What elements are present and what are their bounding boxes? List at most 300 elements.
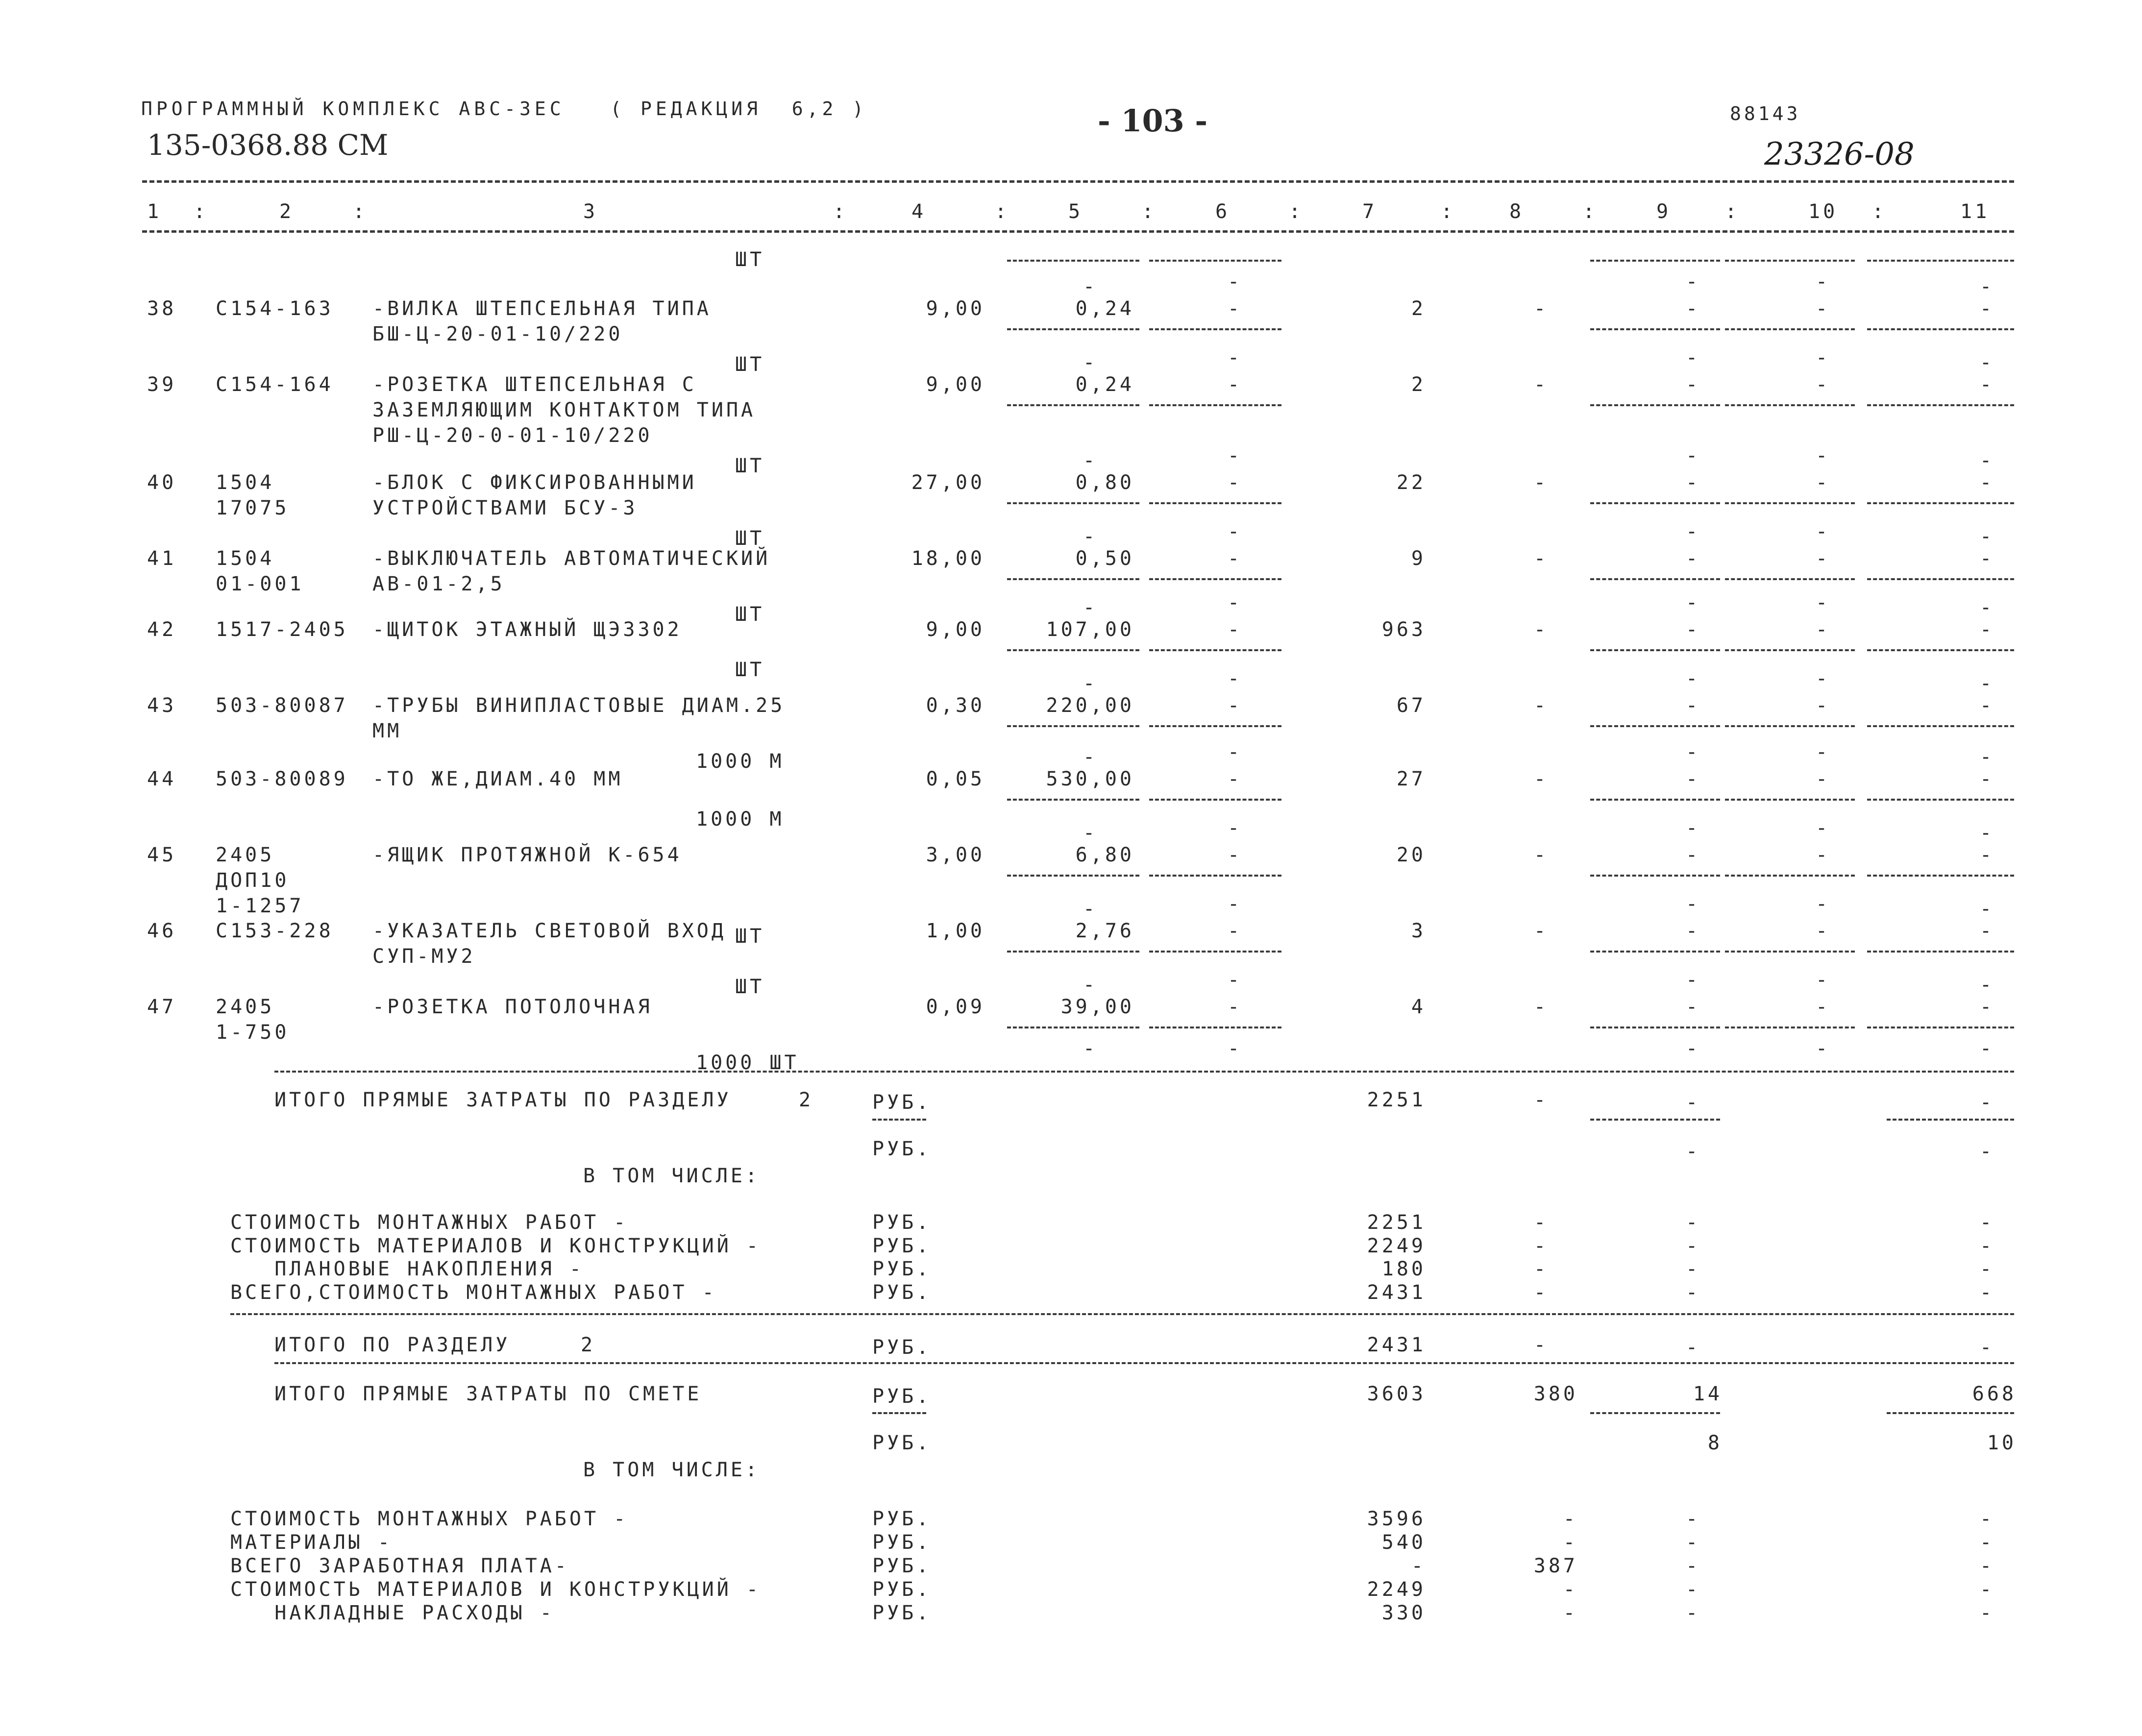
dash-mark: - (1083, 822, 1098, 844)
breakdown-label: СТОИМОСТЬ МОНТАЖНЫХ РАБОТ - (230, 1211, 629, 1234)
dash-mark: - (1686, 1211, 1701, 1234)
column-separator: : (1289, 200, 1304, 223)
dash-mark: - (1686, 1140, 1701, 1163)
dash-mark: - (1686, 1555, 1701, 1577)
dash-mark: - (1816, 297, 1831, 320)
dash-mark: - (1980, 1140, 1995, 1163)
column-underline (1725, 328, 1855, 330)
column-header-7: 7 (1362, 200, 1378, 223)
item-quantity: 9,00 (926, 297, 985, 320)
dash-mark: - (1228, 741, 1243, 763)
dash-mark: - (1980, 1336, 1995, 1359)
dash-mark: - (1534, 1235, 1549, 1257)
dash-mark: - (1816, 844, 1831, 866)
item-unit: ШТ (735, 925, 765, 948)
dash-mark: - (1534, 920, 1549, 942)
dash-mark: - (1686, 1037, 1701, 1060)
item-unit: ШТ (735, 455, 765, 477)
breakdown-value: 2431 (1367, 1281, 1426, 1304)
item-code: ДОП10 (216, 869, 290, 892)
section-total-value: 2431 (1367, 1334, 1426, 1356)
item-unit-price: 2,76 (1075, 920, 1134, 942)
dash-mark: - (1083, 672, 1098, 695)
column-underline (1867, 1027, 2014, 1028)
dash-mark: - (1686, 694, 1701, 717)
item-code: 17075 (216, 497, 290, 519)
column-header-4: 4 (911, 200, 927, 223)
dash-mark: - (1083, 449, 1098, 472)
column-header-10: 10 (1808, 200, 1838, 223)
estimate-breakdown-col8: 387 (1533, 1555, 1578, 1577)
item-description: ЗАЗЕМЛЯЮЩИМ КОНТАКТОМ ТИПА (372, 399, 756, 421)
column-underline (1590, 725, 1720, 727)
dash-mark: - (1686, 741, 1701, 763)
currency-label: РУБ. (872, 1235, 932, 1257)
dash-mark: - (1816, 996, 1831, 1018)
column-header-6: 6 (1215, 200, 1231, 223)
dash-mark: - (1980, 596, 1995, 619)
estimate-breakdown-value: - (1411, 1555, 1426, 1577)
item-code: 1504 (216, 471, 275, 494)
item-unit: ШТ (735, 527, 765, 550)
dash-mark: - (1980, 297, 1995, 320)
section-rule (230, 1313, 2014, 1315)
dash-mark: - (1980, 672, 1995, 695)
item-unit-price: 39,00 (1060, 996, 1134, 1018)
column-underline (1149, 725, 1281, 727)
item-description: РШ-Ц-20-0-01-10/220 (372, 424, 653, 447)
dash-mark: - (1816, 547, 1831, 570)
dash-mark: - (1980, 822, 1995, 844)
program-header: ПРОГРАММНЫЙ КОМПЛЕКС АВС-3ЕС ( РЕДАКЦИЯ 6,2 ) (141, 98, 868, 120)
dash-mark: - (1686, 920, 1701, 942)
column-separator: : (1441, 200, 1456, 223)
column-underline (1725, 1027, 1855, 1028)
estimate-breakdown-value: 540 (1381, 1531, 1426, 1554)
dash-mark: - (1980, 1555, 1995, 1577)
dash-mark: - (1686, 1091, 1701, 1114)
column-header-8: 8 (1509, 200, 1525, 223)
column-underline (1867, 502, 2014, 504)
estimate-breakdown-label: СТОИМОСТЬ МОНТАЖНЫХ РАБОТ - (230, 1508, 629, 1530)
dash-mark: - (1083, 898, 1098, 920)
dash-mark: - (1228, 520, 1243, 543)
dash-mark: - (1228, 844, 1243, 866)
item-quantity: 18,00 (911, 547, 985, 570)
item-number: 46 (147, 920, 177, 942)
column-underline (1725, 799, 1855, 801)
item-description: ММ (372, 720, 402, 742)
item-code: 1504 (216, 547, 275, 570)
dash-mark: - (1228, 618, 1243, 641)
column-separator: : (1142, 200, 1157, 223)
column-underline (1007, 578, 1139, 580)
dash-mark: - (1686, 1531, 1701, 1554)
dash-mark: - (1980, 618, 1995, 641)
dash-mark: - (1686, 1578, 1701, 1601)
item-total: 20 (1396, 844, 1426, 866)
item-number: 47 (147, 996, 177, 1018)
dash-mark: - (1816, 591, 1831, 614)
dash-mark: - (1816, 270, 1831, 293)
column-underline (1867, 951, 2014, 953)
column-underline (1590, 951, 1720, 953)
dash-mark: - (1980, 547, 1995, 570)
currency-underline (872, 1412, 926, 1414)
dash-mark: - (1534, 768, 1549, 790)
column-header-2: 2 (279, 200, 295, 223)
dash-mark: - (1980, 1508, 1995, 1530)
column-underline (1007, 1027, 1139, 1028)
item-quantity: 0,05 (926, 768, 985, 790)
dash-mark: - (1980, 1091, 1995, 1114)
dash-mark: - (1686, 591, 1701, 614)
section-direct-total: 2251 (1367, 1089, 1426, 1111)
item-quantity: 9,00 (926, 618, 985, 641)
dash-mark: - (1816, 969, 1831, 991)
item-code: 1517-2405 (216, 618, 348, 641)
item-unit: ШТ (735, 976, 765, 998)
dash-mark: - (1083, 596, 1098, 619)
column-header-9: 9 (1656, 200, 1672, 223)
dash-mark: - (1686, 1336, 1701, 1359)
column-underline (1590, 799, 1720, 801)
dash-mark: - (1686, 768, 1701, 790)
dash-mark: - (1228, 547, 1243, 570)
dash-mark: - (1228, 591, 1243, 614)
column-underline (1887, 1412, 2014, 1414)
column-underline (1007, 725, 1139, 727)
column-underline (1725, 951, 1855, 953)
dash-mark: - (1228, 471, 1243, 494)
currency-label: РУБ. (872, 1385, 932, 1408)
item-code: С154-164 (216, 373, 334, 396)
dash-mark: - (1534, 1089, 1549, 1111)
dash-mark: - (1980, 746, 1995, 768)
dash-mark: - (1686, 444, 1701, 467)
item-number: 42 (147, 618, 177, 641)
estimate-breakdown-col8: - (1563, 1531, 1578, 1554)
dash-mark: - (1980, 471, 1995, 494)
dash-mark: - (1228, 346, 1243, 369)
column-underline (1867, 578, 2014, 580)
column-underline (1007, 328, 1139, 330)
estimate-direct-label: ИТОГО ПРЯМЫЕ ЗАТРАТЫ ПО СМЕТЕ (274, 1383, 702, 1405)
column-underline (1590, 328, 1720, 330)
dash-mark: - (1816, 444, 1831, 467)
section-number: 2 (581, 1334, 596, 1356)
dash-mark: - (1980, 1258, 1995, 1280)
breakdown-label: ВСЕГО,СТОИМОСТЬ МОНТАЖНЫХ РАБОТ - (230, 1281, 717, 1304)
dash-mark: - (1686, 893, 1701, 915)
column-underline (1725, 578, 1855, 580)
dash-mark: - (1228, 1037, 1243, 1060)
item-description: -УКАЗАТЕЛЬ СВЕТОВОЙ ВХОД (372, 920, 726, 942)
column-underline (1867, 649, 2014, 651)
dash-mark: - (1534, 1211, 1549, 1234)
item-code: 2405 (216, 844, 275, 866)
item-number: 41 (147, 547, 177, 570)
column-separator: : (833, 200, 848, 223)
item-quantity: 1,00 (926, 920, 985, 942)
currency-label: РУБ. (872, 1578, 932, 1601)
column-underline (1887, 1119, 2014, 1121)
item-quantity: 0,09 (926, 996, 985, 1018)
estimate-col8: 380 (1533, 1383, 1578, 1405)
currency-label: РУБ. (872, 1211, 932, 1234)
item-unit-price: 220,00 (1046, 694, 1134, 717)
item-unit-price: 107,00 (1046, 618, 1134, 641)
column-underline (1590, 1027, 1720, 1028)
dash-mark: - (1980, 525, 1995, 548)
column-header-1: 1 (147, 200, 162, 223)
dash-mark: - (1980, 1531, 1995, 1554)
estimate-breakdown-label: НАКЛАДНЫЕ РАСХОДЫ - (230, 1602, 555, 1624)
dash-mark: - (1228, 270, 1243, 293)
item-number: 45 (147, 844, 177, 866)
dash-mark: - (1228, 373, 1243, 396)
item-total: 2 (1411, 373, 1426, 396)
column-underline (1149, 404, 1281, 406)
dash-mark: - (1980, 351, 1995, 374)
dash-mark: - (1686, 1258, 1701, 1280)
dash-mark: - (1534, 297, 1549, 320)
estimate-breakdown-label: СТОИМОСТЬ МАТЕРИАЛОВ И КОНСТРУКЦИЙ - (230, 1578, 761, 1601)
dash-mark: - (1686, 1235, 1701, 1257)
column-header-5: 5 (1068, 200, 1083, 223)
item-number: 40 (147, 471, 177, 494)
estimate-direct-total: 3603 (1367, 1383, 1426, 1405)
in-total-label: В ТОМ ЧИСЛЕ: (583, 1459, 760, 1481)
item-unit-price: 0,24 (1075, 297, 1134, 320)
item-unit-price: 0,50 (1075, 547, 1134, 570)
column-underline (1149, 328, 1281, 330)
dash-mark: - (1816, 520, 1831, 543)
dash-mark: - (1816, 893, 1831, 915)
dash-mark: - (1686, 297, 1701, 320)
dash-mark: - (1534, 694, 1549, 717)
item-unit: 1000 ШТ (696, 1051, 799, 1074)
dash-mark: - (1686, 373, 1701, 396)
column-underline (1007, 502, 1139, 504)
dash-mark: - (1228, 297, 1243, 320)
column-underline (1590, 502, 1720, 504)
dash-mark: - (1228, 667, 1243, 690)
dash-mark: - (1228, 969, 1243, 991)
item-number: 43 (147, 694, 177, 717)
dash-mark: - (1980, 920, 1995, 942)
dash-mark: - (1980, 1602, 1995, 1624)
column-underline (1867, 260, 2014, 262)
dash-mark: - (1534, 1334, 1549, 1356)
dash-mark: - (1980, 768, 1995, 790)
item-description: -ЯЩИК ПРОТЯЖНОЙ К-654 (372, 844, 682, 866)
column-underline (1149, 1027, 1281, 1028)
dash-mark: - (1816, 373, 1831, 396)
dash-mark: - (1228, 817, 1243, 839)
item-code: 503-80089 (216, 768, 348, 790)
dash-mark: - (1686, 667, 1701, 690)
dash-mark: - (1686, 1508, 1701, 1530)
column-underline (1867, 725, 2014, 727)
item-total: 67 (1396, 694, 1426, 717)
item-description: -ТРУБЫ ВИНИПЛАСТОВЫЕ ДИАМ.25 (372, 694, 786, 717)
column-underline (1725, 649, 1855, 651)
handwritten-number: 23326-08 (1764, 136, 1915, 172)
dash-mark: - (1816, 667, 1831, 690)
item-unit-price: 0,24 (1075, 373, 1134, 396)
dash-mark: - (1083, 1037, 1098, 1060)
column-underline (1149, 578, 1281, 580)
item-description: -РОЗЕТКА ШТЕПСЕЛЬНАЯ С (372, 373, 697, 396)
item-code: 2405 (216, 996, 275, 1018)
dash-mark: - (1083, 525, 1098, 548)
dash-mark: - (1228, 444, 1243, 467)
estimate-breakdown-value: 330 (1381, 1602, 1426, 1624)
column-underline (1007, 649, 1139, 651)
header-rule-bottom (142, 230, 2014, 233)
dash-mark: - (1686, 817, 1701, 839)
item-unit-price: 0,80 (1075, 471, 1134, 494)
currency-label: РУБ. (872, 1508, 932, 1530)
currency-label: РУБ. (872, 1602, 932, 1624)
dash-mark: - (1816, 618, 1831, 641)
column-underline (1007, 260, 1139, 262)
item-unit: ШТ (735, 603, 765, 626)
currency-label: РУБ. (872, 1531, 932, 1554)
dash-mark: - (1228, 694, 1243, 717)
dash-mark: - (1083, 974, 1098, 996)
dash-mark: - (1980, 694, 1995, 717)
dash-mark: - (1534, 547, 1549, 570)
dash-mark: - (1980, 844, 1995, 866)
page-number: - 103 - (1098, 103, 1208, 139)
column-underline (1867, 799, 2014, 801)
header-rule-top (142, 180, 2014, 183)
item-description: БШ-Ц-20-01-10/220 (372, 323, 623, 345)
dash-mark: - (1980, 275, 1995, 298)
unit-label: ШТ (735, 248, 765, 271)
column-underline (1149, 799, 1281, 801)
column-separator: : (995, 200, 1010, 223)
dash-mark: - (1686, 520, 1701, 543)
currency-label: РУБ. (872, 1336, 932, 1359)
column-separator: : (1725, 200, 1740, 223)
column-underline (1725, 404, 1855, 406)
estimate-breakdown-label: МАТЕРИАЛЫ - (230, 1531, 393, 1554)
column-underline (1007, 799, 1139, 801)
dash-mark: - (1980, 373, 1995, 396)
item-unit: 1000 М (696, 808, 785, 831)
item-quantity: 9,00 (926, 373, 985, 396)
item-total: 3 (1411, 920, 1426, 942)
item-total: 2 (1411, 297, 1426, 320)
column-underline (1590, 404, 1720, 406)
dash-mark: - (1228, 893, 1243, 915)
dash-mark: - (1980, 1037, 1995, 1060)
column-underline (1007, 404, 1139, 406)
item-unit: ШТ (735, 659, 765, 681)
section-rule (274, 1362, 2014, 1364)
item-description: -БЛОК С ФИКСИРОВАННЫМИ (372, 471, 697, 494)
item-total: 22 (1396, 471, 1426, 494)
dash-mark: - (1534, 844, 1549, 866)
column-underline (1590, 875, 1720, 877)
item-unit: ШТ (735, 353, 765, 376)
item-number: 38 (147, 297, 177, 320)
item-description: -ТО ЖЕ,ДИАМ.40 ММ (372, 768, 623, 790)
column-header-3: 3 (583, 200, 598, 223)
breakdown-value: 2251 (1367, 1211, 1426, 1234)
section-number: 2 (799, 1089, 814, 1111)
column-underline (1590, 649, 1720, 651)
dash-mark: - (1980, 898, 1995, 920)
estimate-col11-sub: 10 (1987, 1432, 2017, 1454)
item-description: АВ-01-2,5 (372, 573, 505, 595)
dash-mark: - (1816, 817, 1831, 839)
dash-mark: - (1980, 1281, 1995, 1304)
item-code: 503-80087 (216, 694, 348, 717)
item-description: УСТРОЙСТВАМИ БСУ-3 (372, 497, 638, 519)
dash-mark: - (1534, 471, 1549, 494)
currency-label: РУБ. (872, 1432, 932, 1454)
column-underline (1149, 875, 1281, 877)
section-total-label: ИТОГО ПО РАЗДЕЛУ (274, 1334, 511, 1356)
currency-underline (872, 1119, 926, 1121)
dash-mark: - (1534, 618, 1549, 641)
archive-number: 88143 (1730, 103, 1801, 124)
item-quantity: 27,00 (911, 471, 985, 494)
in-total-label: В ТОМ ЧИСЛЕ: (583, 1165, 760, 1187)
dash-mark: - (1816, 920, 1831, 942)
estimate-col11: 668 (1972, 1383, 2017, 1405)
item-quantity: 0,30 (926, 694, 985, 717)
dash-mark: - (1534, 373, 1549, 396)
item-total: 27 (1396, 768, 1426, 790)
dash-mark: - (1083, 275, 1098, 298)
currency-label: РУБ. (872, 1091, 932, 1114)
column-underline (1725, 502, 1855, 504)
item-description: СУП-МУ2 (372, 945, 476, 968)
dash-mark: - (1686, 969, 1701, 991)
column-header-11: 11 (1960, 200, 1990, 223)
dash-mark: - (1686, 996, 1701, 1018)
column-underline (1725, 725, 1855, 727)
dash-mark: - (1228, 996, 1243, 1018)
item-code: 01-001 (216, 573, 304, 595)
estimate-breakdown-value: 3596 (1367, 1508, 1426, 1530)
dash-mark: - (1686, 547, 1701, 570)
estimate-col9: 14 (1693, 1383, 1723, 1405)
item-description: -ЩИТОК ЭТАЖНЫЙ ЩЭ3302 (372, 618, 682, 641)
column-underline (1149, 502, 1281, 504)
item-number: 39 (147, 373, 177, 396)
dash-mark: - (1686, 1602, 1701, 1624)
item-unit-price: 530,00 (1046, 768, 1134, 790)
dash-mark: - (1534, 1258, 1549, 1280)
column-underline (1867, 328, 2014, 330)
item-code: 1-1257 (216, 895, 304, 917)
estimate-breakdown-value: 2249 (1367, 1578, 1426, 1601)
dash-mark: - (1686, 618, 1701, 641)
column-underline (1590, 1412, 1720, 1414)
column-separator: : (1872, 200, 1887, 223)
dash-mark: - (1980, 449, 1995, 472)
estimate-breakdown-col8: - (1563, 1578, 1578, 1601)
dash-mark: - (1980, 974, 1995, 996)
item-code: С153-228 (216, 920, 334, 942)
item-code: С154-163 (216, 297, 334, 320)
